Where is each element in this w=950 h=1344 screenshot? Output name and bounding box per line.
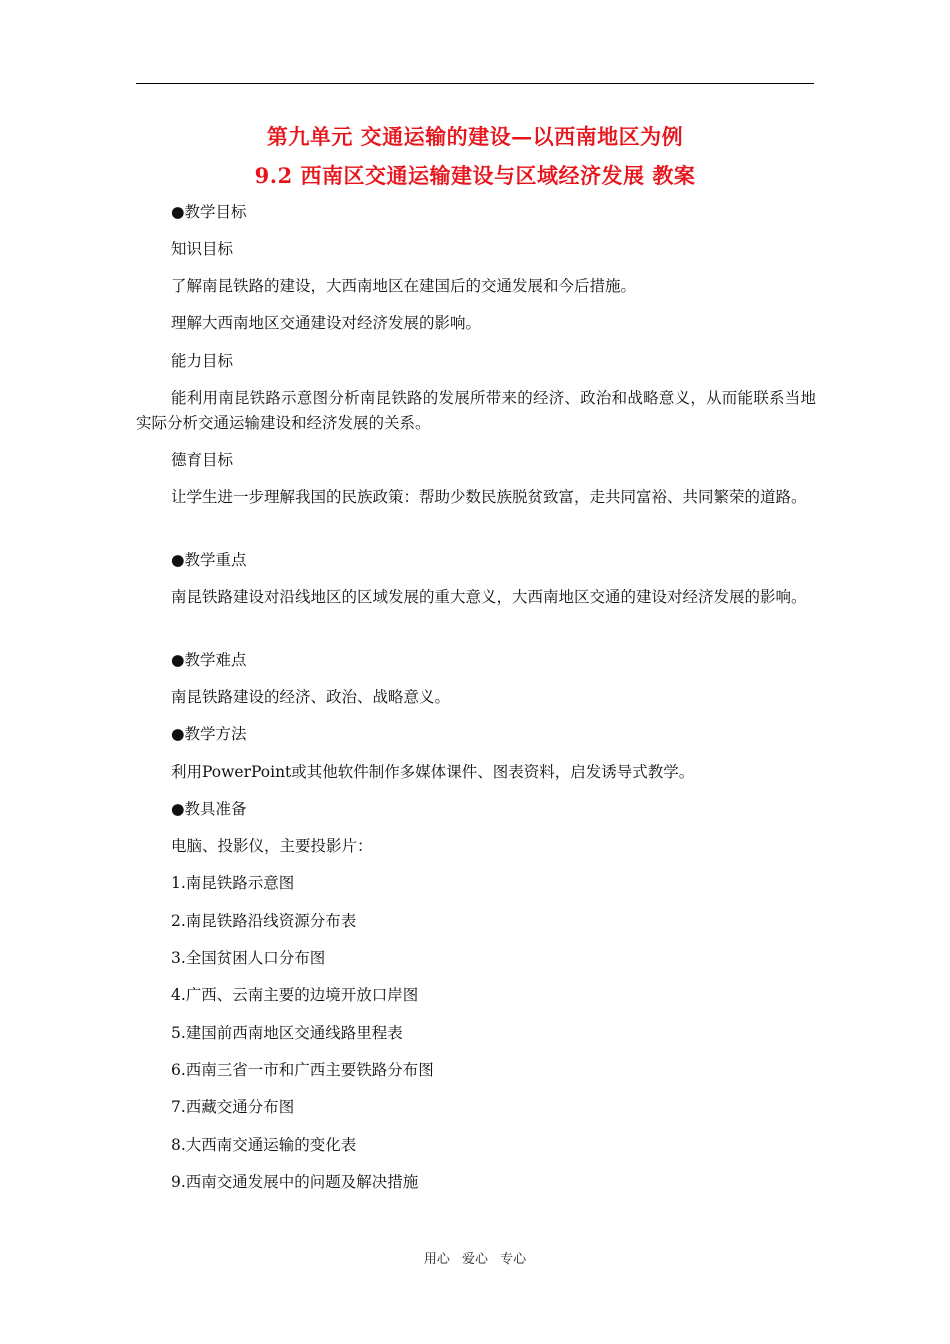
slide-list-item: 8.大西南交通运输的变化表 [171,1136,357,1154]
section-heading-method: ●教学方法 [171,725,247,743]
slide-list-item: 9.西南交通发展中的问题及解决措施 [171,1173,419,1191]
slide-list-item: 3.全国贫困人口分布图 [171,949,326,967]
document-subtitle: 9.2 西南区交通运输建设与区域经济发展 教案 [254,163,696,188]
document-title: 第九单元 交通运输的建设—以西南地区为例 [266,124,684,149]
slide-list-item: 6.西南三省一市和广西主要铁路分布图 [171,1061,434,1079]
page-footer: 用心 爱心 专心 [423,1252,527,1267]
slide-list-item: 1.南昆铁路示意图 [171,874,295,892]
subheading-ability: 能力目标 [171,352,234,370]
ability-paragraph: 能利用南昆铁路示意图分析南昆铁路的发展所带来的经济、政治和战略意义，从而能联系当地实际分析交通运输建设和经济发展的关系。 [136,389,816,432]
slide-list-item: 7.西藏交通分布图 [171,1098,295,1116]
slide-list-item: 5.建国前西南地区交通线路里程表 [171,1024,403,1042]
slide-list-item: 4.广西、云南主要的边境开放口岸图 [171,986,419,1004]
knowledge-item-2: 理解大西南地区交通建设对经济发展的影响。 [171,314,482,332]
subheading-moral: 德育目标 [171,451,234,469]
slide-list-item: 2.南昆铁路沿线资源分布表 [171,912,357,930]
section-heading-goals: ●教学目标 [171,203,247,221]
tools-intro: 电脑、投影仪，主要投影片： [171,837,373,855]
section-heading-focus: ●教学重点 [171,551,247,569]
header-rule [136,83,814,84]
section-heading-difficulty: ●教学难点 [171,651,247,669]
subheading-knowledge: 知识目标 [171,240,234,258]
knowledge-item-1: 了解南昆铁路的建设，大西南地区在建国后的交通发展和今后措施。 [171,277,637,295]
method-text: 利用PowerPoint或其他软件制作多媒体课件、图表资料，启发诱导式教学。 [171,763,695,781]
difficulty-text: 南昆铁路建设的经济、政治、战略意义。 [171,688,451,706]
focus-paragraph: 南昆铁路建设对沿线地区的区域发展的重大意义，大西南地区交通的建设对经济发展的影响。 [171,588,807,606]
moral-paragraph: 让学生进一步理解我国的民族政策：帮助少数民族脱贫致富，走共同富裕、共同繁荣的道路。 [171,488,807,506]
section-heading-tools: ●教具准备 [171,800,247,818]
